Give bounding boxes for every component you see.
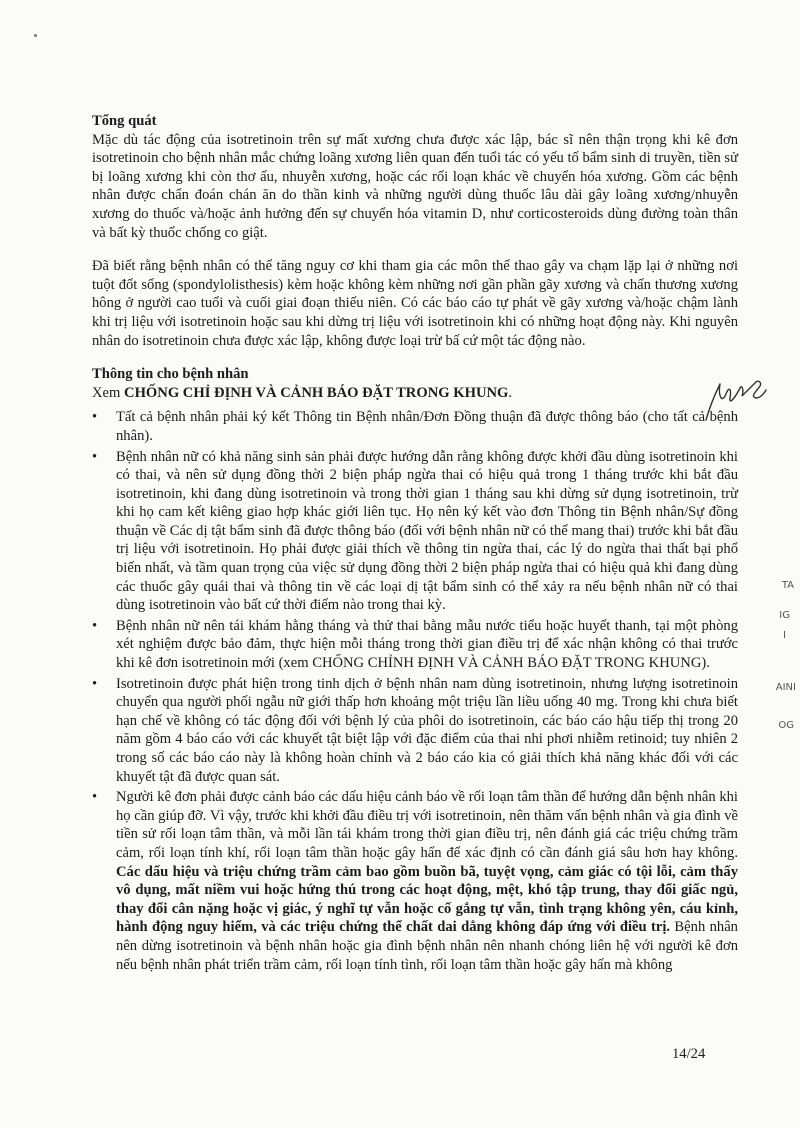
bullet-icon: • bbox=[92, 675, 98, 692]
list-item-text: Bệnh nhân nữ có khả năng sinh sản phải được hướng dẫn rằng không được khởi đầu dùng isotretinoin khi có thai, và nên sử dụng đồng thời 2 biện pháp ngừa thai có hiệu quả trong 1 tháng trước khi bắt đầu isotretinoin, khi đang dùng isotretinoin và trong thời gian 1 tháng sau khi dừng sử dụng isotretinoin, trừ khi họ cam kết kiêng giao hợp khác giới liên tục. Họ nên ký kết vào đơn Thông tin Bệnh nhân/Sự đồng thuận về Các dị tật bẩm sinh đã được thông báo (đối với bệnh nhân nữ có thể mang thai) trước khi bắt đầu trị liệu với isotretinoin. Họ phải được giải thích về thông tin ngừa thai, các lý do ngừa thai thất bại phổ biến nhất, và tầm quan trọng của việc sử dụng đồng thời 2 biện pháp ngừa thai có hiệu quả khi đang dùng các thuốc gây quái thai và thông tin về các loại dị tật bẩm sinh có thể xảy ra nếu bệnh nhân nữ có thai dùng isotretinoin vào bất cứ thời điểm nào trong thai kỳ. bbox=[116, 448, 738, 614]
bullet-icon: • bbox=[92, 617, 98, 634]
page-number: 14/24 bbox=[672, 1046, 706, 1062]
list-item bbox=[92, 675, 738, 787]
list-item-tail-text: Bệnh nhân nên dừng isotretinoin và bệnh nhân hoặc gia đình bệnh nhân nên nhanh chóng liên hệ với người kê đơn nếu bệnh nhân phát triển trầm cảm, rối loạn tính tình, rối loạn tâm thần hoặc gây hấn mà không bbox=[116, 919, 738, 973]
patient-info-list bbox=[92, 408, 738, 974]
edge-fragment: IG bbox=[779, 610, 790, 621]
handwritten-signature bbox=[700, 376, 770, 426]
see-reference-text: CHỐNG CHỈ ĐỊNH VÀ CẢNH BÁO ĐẶT TRONG KHUNG bbox=[124, 384, 509, 401]
edge-fragment: AINI bbox=[775, 682, 796, 693]
list-item-text: Isotretinoin được phát hiện trong tinh dịch ở bệnh nhân nam dùng isotretinoin, nhưng lượng isotretinoin chuyển qua người phối ngẫu nữ giới thấp hơn khoảng một triệu lần liều uống 40 mg. Trong khi chưa biết hạn chế về không có tác động đối với bệnh lý của phôi do isotretinoin, các báo cáo hậu tiếp thị trong 20 năm gồm 4 báo cáo với các khuyết tật biệt lập với đặc điểm của thai nhi phơi nhiễm retinoid; tuy nhiên 2 trong số các báo cáo này là không hoàn chỉnh và 2 báo cáo kia có giải thích khả năng khác đối với các khuyết tật đã được quan sát. bbox=[116, 675, 738, 785]
scan-speck bbox=[34, 34, 37, 37]
general-paragraph-2: Đã biết rằng bệnh nhân có thể tăng nguy cơ khi tham gia các môn thể thao gây va chạm lặp lại ở những nơi tuột đốt sống (spondylolisthesis) kèm hoặc không kèm những nơi gần phần gãy xương và chấn thương xương hông ở người cao tuổi và cuối giai đoạn thiếu niên. Có các báo cáo tự phát về gãy xương và/hoặc chậm lành khi trị liệu với isotretinoin hoặc sau khi dừng trị liệu với isotretinoin khi có những hoạt động này. Khi nguyên nhân do isotretinoin chưa được xác lập, không được loại trừ bấ cứ một tác động nào. bbox=[92, 258, 738, 349]
edge-fragment: I bbox=[783, 630, 786, 641]
list-item bbox=[92, 617, 738, 673]
section-heading-general: Tổng quát bbox=[92, 113, 157, 129]
general-paragraph-1: Mặc dù tác động của isotretinoin trên sự mất xương chưa được xác lập, bác sĩ nên thận trọng khi kê đơn isotretinoin cho bệnh nhân mắc chứng loãng xương liên quan đến tuổi tác có yếu tố bẩm sinh di truyền, tiền sử bị loãng xương khi còn thơ ấu, nhuyễn xương, hoặc các rối loạn khác về chuyển hóa xương. Gồm các bệnh nhân được chẩn đoán chán ăn do thần kinh và những người dùng thuốc lâu dài gây loãng xương/nhuyễn xương do thuốc và/hoặc ảnh hưởng đến sự chuyển hóa vitamin D, như corticosteroids dùng đường toàn thân và bất kỳ thuốc chống co giật. bbox=[92, 131, 738, 241]
list-item-text: Tất cả bệnh nhân phải ký kết Thông tin Bệnh nhân/Đơn Đồng thuận đã được thông báo (cho tất cả bệnh nhân). bbox=[116, 409, 738, 444]
list-item-text: Người kê đơn phải được cảnh báo các dấu hiệu cảnh báo về rối loạn tâm thần để hướng dẫn bệnh nhân khi họ cần giúp đỡ. Vì vậy, trước khi khởi đầu điều trị với isotretinoin, nên thăm vấn bệnh nhân và gia đình về tiền sử rối loạn tâm thần, và mỗi lần tái khám trong thời gian điều trị, nên đánh giá các triệu chứng trầm cảm, rối loạn tính khí, rối loạn tâm thần hoặc gây hấn để xác định có cần đánh giá sâu hơn hay không. bbox=[116, 789, 738, 861]
section-heading-patient-info: Thông tin cho bệnh nhân bbox=[92, 366, 249, 383]
see-reference-line bbox=[92, 384, 738, 403]
scan-edge-fragments bbox=[764, 460, 800, 760]
list-item bbox=[92, 448, 738, 615]
bullet-icon: • bbox=[92, 789, 98, 806]
see-prefix: Xem bbox=[92, 384, 125, 401]
depression-signs-bold-text: Các dấu hiệu và triệu chứng trầm cảm bao gồm buồn bã, tuyệt vọng, cảm giác có tội lỗi, cảm thấy vô dụng, mất niềm vui hoặc hứng thú trong các hoạt động, mệt, khó tập trung, thay đổi giấc ngủ, thay đổi cân nặng hoặc vị giác, ý nghĩ tự vẫn hoặc cố gắng tự vẫn, tình trạng không yên, cáu kỉnh, hành động nguy hiểm, và các triệu chứng thể chất dai dẳng không đáp ứng với điều trị. bbox=[116, 863, 738, 936]
list-item-text: Bệnh nhân nữ nên tái khám hằng tháng và thử thai bằng mẫu nước tiểu hoặc huyết thanh, tại một phòng xét nghiệm được bảo đảm, thực hiện mỗi tháng trong thời gian điều trị để xác nhận không có thai trước khi kê đơn isotretinoin mới (xem CHỐNG CHỈNH ĐỊNH VÀ CẢNH BÁO ĐẶT TRONG KHUNG). bbox=[116, 617, 738, 672]
see-suffix: . bbox=[508, 384, 513, 401]
list-item bbox=[92, 408, 738, 445]
bullet-icon: • bbox=[92, 409, 98, 426]
page-content bbox=[92, 112, 738, 976]
bullet-icon: • bbox=[92, 448, 98, 465]
list-item bbox=[92, 788, 738, 974]
edge-fragment: OG bbox=[778, 720, 794, 731]
edge-fragment: TA bbox=[781, 580, 794, 591]
